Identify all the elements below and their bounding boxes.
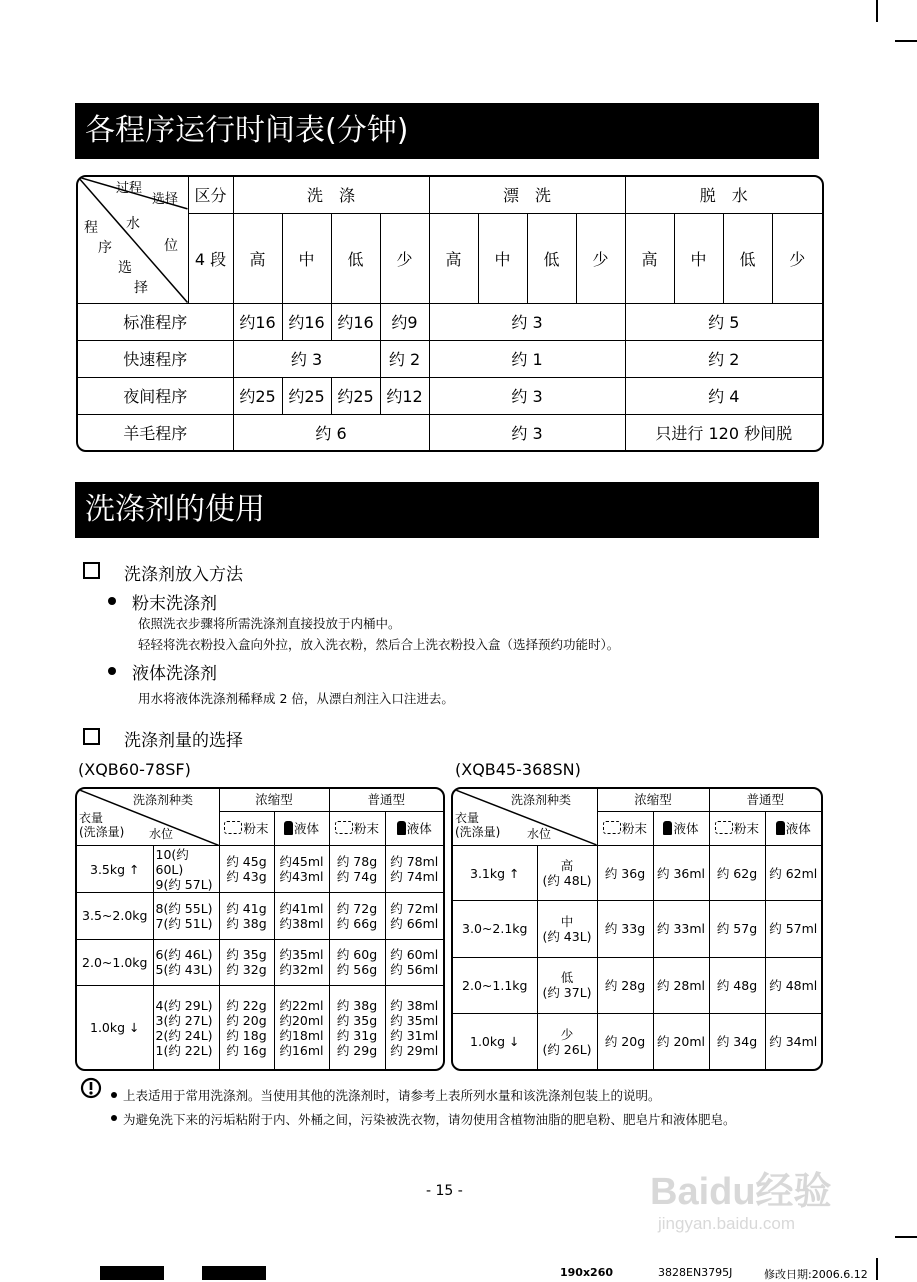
spin-time: 只进行 120 秒间脱: [625, 414, 822, 450]
powder-title: 粉末洗涤剂: [132, 594, 217, 614]
load-cell: 3.1kg ↑: [453, 845, 537, 900]
model-label-b: (XQB45-368SN): [455, 760, 581, 779]
amount: 约 33ml: [653, 901, 709, 957]
powder-icon: [224, 821, 242, 834]
col-4steps: 4 段: [188, 213, 233, 303]
load-cell: 3.5~2.0kg: [77, 892, 153, 939]
water-level: 8(约 55L): [155, 900, 213, 916]
powder-line-1: 依照洗衣步骤将所需洗涤剂直接投放于内桶中。: [138, 616, 401, 631]
header-diagonal-cell: [453, 789, 597, 845]
amount: 约18ml: [279, 1027, 324, 1043]
amount: 约41ml: [279, 900, 324, 916]
amount: 约 31ml: [390, 1027, 439, 1043]
table-row: [78, 377, 822, 414]
powder-label: 粉末: [733, 820, 759, 836]
bullet-icon: [108, 597, 116, 605]
col-liquid: [765, 811, 821, 845]
diag-label-level: 位: [164, 238, 178, 254]
bottle-icon: [663, 821, 672, 835]
checkbox-icon: [83, 728, 100, 745]
amount: 约 31g: [336, 1027, 378, 1043]
powder-icon: [335, 821, 353, 834]
amount: 约 60ml: [390, 947, 439, 963]
water-liters: (约 43L): [542, 928, 592, 944]
amount: 约35ml: [279, 947, 324, 963]
header-diagonal-cell: [78, 177, 188, 303]
amount: 约 36ml: [653, 845, 709, 900]
page-number: - 15 -: [426, 1183, 463, 1199]
amount: 约 78ml: [390, 854, 439, 870]
rinse-time: 约 3: [429, 303, 625, 340]
amount: 约38ml: [279, 915, 324, 931]
table-row: [453, 1014, 821, 1069]
diag-label-program-1: 程: [84, 220, 98, 236]
water-level: 5(约 43L): [155, 962, 213, 978]
col-powder: [597, 811, 653, 845]
load-cell: 2.0~1.1kg: [453, 957, 537, 1013]
diag-label-water: 水位: [527, 827, 552, 841]
liquid-label: 液体: [406, 821, 432, 837]
amount: 约 43g: [226, 869, 267, 885]
model-label-a: (XQB60-78SF): [78, 760, 191, 779]
amount: 约45ml: [279, 854, 324, 870]
detergent-table-a: [75, 787, 445, 1071]
liquid-title: 液体洗涤剂: [132, 664, 217, 684]
powder-label: 粉末: [243, 821, 269, 837]
amount: 约 62ml: [765, 845, 821, 900]
wash-time: 约16: [331, 303, 380, 340]
amount: 约 74ml: [390, 869, 439, 885]
diag-label-load-2: (洗涤量): [79, 825, 125, 839]
amount: 约 72g: [336, 900, 378, 916]
powder-icon: [603, 821, 621, 834]
amount: 约 29g: [336, 1042, 378, 1058]
watermark-url: jingyan.baidu.com: [658, 1214, 796, 1233]
amount: 约 29ml: [390, 1042, 439, 1058]
table-row: [77, 892, 443, 939]
amount: 约 56g: [336, 962, 378, 978]
amount: 约 48g: [709, 957, 765, 1013]
amount: 约 45g: [226, 854, 267, 870]
water-level: 中: [560, 913, 574, 929]
water-level: 9(约 57L): [155, 876, 213, 892]
table-row: [453, 957, 821, 1013]
table-row: [77, 986, 443, 1069]
load-cell: 3.0~2.1kg: [453, 901, 537, 957]
amount: 约 36g: [597, 845, 653, 900]
level-low: 低: [723, 213, 772, 303]
level-min: 少: [380, 213, 429, 303]
crop-mark-bottom-right-v: [876, 1258, 878, 1280]
rinse-time: 约 1: [429, 340, 625, 377]
amount: 约 22g: [226, 997, 267, 1013]
amount: 约 41g: [226, 900, 267, 916]
level-high: 高: [625, 213, 674, 303]
amount: 约 72ml: [390, 900, 439, 916]
water-level: 4(约 29L): [155, 997, 213, 1013]
crop-mark-bottom-right: [895, 1236, 917, 1238]
col-normal: 普通型: [329, 789, 443, 811]
diag-label-water: 水: [126, 216, 140, 232]
header-diagonal-cell: [77, 789, 219, 846]
amount: 约16ml: [279, 1042, 324, 1058]
water-liters: (约 26L): [542, 1041, 592, 1057]
registration-bar-right: [202, 1266, 266, 1280]
table-row: [78, 414, 822, 450]
amount: 约 20ml: [653, 1014, 709, 1069]
water-level: 6(约 46L): [155, 947, 213, 963]
water-level: 1(约 22L): [155, 1042, 213, 1058]
amount: 约 48ml: [765, 957, 821, 1013]
level-high: 高: [429, 213, 478, 303]
amount: 约32ml: [279, 962, 324, 978]
crop-mark-top-right-h: [895, 40, 917, 42]
load-cell: 2.0~1.0kg: [77, 939, 153, 986]
amount: 约 20g: [226, 1012, 267, 1028]
bullet-icon: [111, 1115, 117, 1121]
amount: 约 57g: [709, 901, 765, 957]
col-concentrated: 浓缩型: [219, 789, 329, 811]
watermark-brand: Baidu经验: [650, 1171, 832, 1213]
wash-time: 约16: [233, 303, 282, 340]
bullet-icon: [108, 667, 116, 675]
amount: 约20ml: [279, 1012, 324, 1028]
wash-time: 约12: [380, 377, 429, 414]
liquid-label: 液体: [785, 820, 811, 836]
table-row: [77, 846, 443, 893]
level-mid: 中: [674, 213, 723, 303]
amount: 约 57ml: [765, 901, 821, 957]
table-row: [78, 303, 822, 340]
col-spin: 脱 水: [625, 177, 822, 213]
wash-time: 约 6: [233, 414, 429, 450]
water-level: 7(约 51L): [155, 915, 213, 931]
amount: 约22ml: [279, 997, 324, 1013]
bottle-icon: [397, 821, 406, 835]
col-liquid: [653, 811, 709, 845]
water-liters: (约 37L): [542, 985, 592, 1001]
wash-time: 约25: [233, 377, 282, 414]
diag-label-load-2: (洗涤量): [455, 825, 501, 839]
section-title-run-times: 各程序运行时间表(分钟): [75, 103, 819, 159]
detergent-table-b: [451, 787, 823, 1071]
amount: 约 28ml: [653, 957, 709, 1013]
liquid-line: 用水将液体洗涤剂稀释成 2 倍，从漂白剂注入口注进去。: [138, 691, 454, 706]
powder-line-2: 轻轻将洗衣粉投入盒向外拉，放入洗衣粉，然后合上洗衣粉投入盒（选择预约功能时）。: [138, 637, 620, 652]
amount: 约 60g: [336, 947, 378, 963]
col-powder: [709, 811, 765, 845]
section-title-detergent: 洗涤剂的使用: [75, 482, 819, 538]
col-liquid: [385, 811, 443, 845]
liquid-label: 液体: [673, 820, 699, 836]
run-time-table: [76, 175, 824, 452]
bullet-icon: [111, 1092, 117, 1098]
water-liters: (约 48L): [542, 873, 592, 889]
spin-time: 约 4: [625, 377, 822, 414]
wash-time: 约25: [331, 377, 380, 414]
wash-time: 约16: [282, 303, 331, 340]
table-row: [453, 901, 821, 957]
amount: 约 78g: [336, 854, 378, 870]
water-level: 2(约 24L): [155, 1027, 213, 1043]
program-name: 标准程序: [78, 303, 233, 340]
col-division: 区分: [188, 177, 233, 213]
diag-label-select: 选择: [152, 192, 179, 207]
amount: 约 66ml: [390, 915, 439, 931]
page-size: 190x260: [560, 1266, 614, 1279]
crop-mark-top-right: [876, 0, 878, 22]
sub-heading-amount: 洗涤剂量的选择: [124, 731, 243, 751]
col-powder: [329, 811, 385, 845]
amount: 约 20g: [597, 1014, 653, 1069]
amount: 约 66g: [336, 915, 378, 931]
amount: 约 38g: [226, 915, 267, 931]
watermark-logo: [650, 1150, 860, 1240]
water-level: 高: [560, 858, 574, 874]
amount: 约 35g: [226, 947, 267, 963]
water-level: 低: [560, 970, 574, 986]
diag-label-water: 水位: [149, 827, 174, 841]
diag-label-process: 过程: [116, 181, 143, 196]
rinse-time: 约 3: [429, 377, 625, 414]
diag-label-program-2: 序: [98, 240, 112, 256]
sub-heading-method: 洗涤剂放入方法: [124, 565, 243, 585]
diag-label-load: 衣量: [79, 811, 104, 825]
col-wash: 洗 涤: [233, 177, 429, 213]
level-min: 少: [772, 213, 822, 303]
amount: 约 35g: [336, 1012, 378, 1028]
doc-code: 3828EN3795J: [658, 1266, 733, 1279]
note-2: 为避免洗下来的污垢粘附于内、外桶之间，污染被洗衣物，请勿使用含植物油脂的肥皂粉、肥皂片和液体肥皂。: [123, 1112, 736, 1127]
powder-label: 粉末: [621, 820, 647, 836]
amount: 约 56ml: [390, 962, 439, 978]
amount: 约 35ml: [390, 1012, 439, 1028]
amount: 约 34ml: [765, 1014, 821, 1069]
amount: 约 74g: [336, 869, 378, 885]
powder-icon: [715, 821, 733, 834]
table-row: [78, 340, 822, 377]
col-powder: [219, 811, 274, 845]
diag-label-load: 衣量: [455, 811, 480, 825]
amount: 约 32g: [226, 962, 267, 978]
spin-time: 约 5: [625, 303, 822, 340]
level-low: 低: [331, 213, 380, 303]
caution-icon: [80, 1077, 102, 1099]
rinse-time: 约 3: [429, 414, 625, 450]
revision-date: 修改日期:2006.6.12: [764, 1268, 868, 1281]
program-name: 羊毛程序: [78, 414, 233, 450]
wash-time: 约 3: [233, 340, 380, 377]
amount: 约 62g: [709, 845, 765, 900]
program-name: 夜间程序: [78, 377, 233, 414]
wash-time: 约25: [282, 377, 331, 414]
amount: 约43ml: [279, 869, 324, 885]
amount: 约 34g: [709, 1014, 765, 1069]
amount: 约 33g: [597, 901, 653, 957]
checkbox-icon: [83, 562, 100, 579]
level-low: 低: [527, 213, 576, 303]
spin-time: 约 2: [625, 340, 822, 377]
col-liquid: [274, 811, 329, 845]
diag-label-type: 洗涤剂种类: [133, 793, 194, 807]
amount: 约 38ml: [390, 997, 439, 1013]
level-min: 少: [576, 213, 625, 303]
program-name: 快速程序: [78, 340, 233, 377]
load-cell: 3.5kg ↑: [77, 846, 153, 893]
bottle-icon: [284, 821, 293, 835]
level-mid: 中: [282, 213, 331, 303]
diag-label-type: 洗涤剂种类: [511, 793, 572, 807]
table-row: [453, 845, 821, 900]
col-rinse: 漂 洗: [429, 177, 625, 213]
liquid-label: 液体: [293, 821, 319, 837]
diag-label-program-4: 择: [134, 280, 148, 296]
amount: 约 18g: [226, 1027, 267, 1043]
water-level: 少: [560, 1026, 574, 1042]
load-cell: 1.0kg ↓: [453, 1014, 537, 1069]
level-mid: 中: [478, 213, 527, 303]
diag-label-program-3: 选: [118, 260, 132, 276]
amount: 约 28g: [597, 957, 653, 1013]
amount: 约 16g: [226, 1042, 267, 1058]
level-high: 高: [233, 213, 282, 303]
col-normal: 普通型: [709, 789, 821, 811]
load-cell: 1.0kg ↓: [77, 986, 153, 1069]
water-level: 10(约 60L): [155, 846, 189, 877]
amount: 约 38g: [336, 997, 378, 1013]
water-level: 3(约 27L): [155, 1012, 213, 1028]
table-row: [77, 939, 443, 986]
note-1: 上表适用于常用洗涤剂。当使用其他的洗涤剂时，请参考上表所列水量和该洗涤剂包装上的说明。: [123, 1088, 661, 1103]
wash-time: 约 2: [380, 340, 429, 377]
bottle-icon: [776, 821, 785, 835]
powder-label: 粉末: [353, 821, 379, 837]
col-concentrated: 浓缩型: [597, 789, 709, 811]
wash-time: 约9: [380, 303, 429, 340]
registration-bar-left: [100, 1266, 164, 1280]
